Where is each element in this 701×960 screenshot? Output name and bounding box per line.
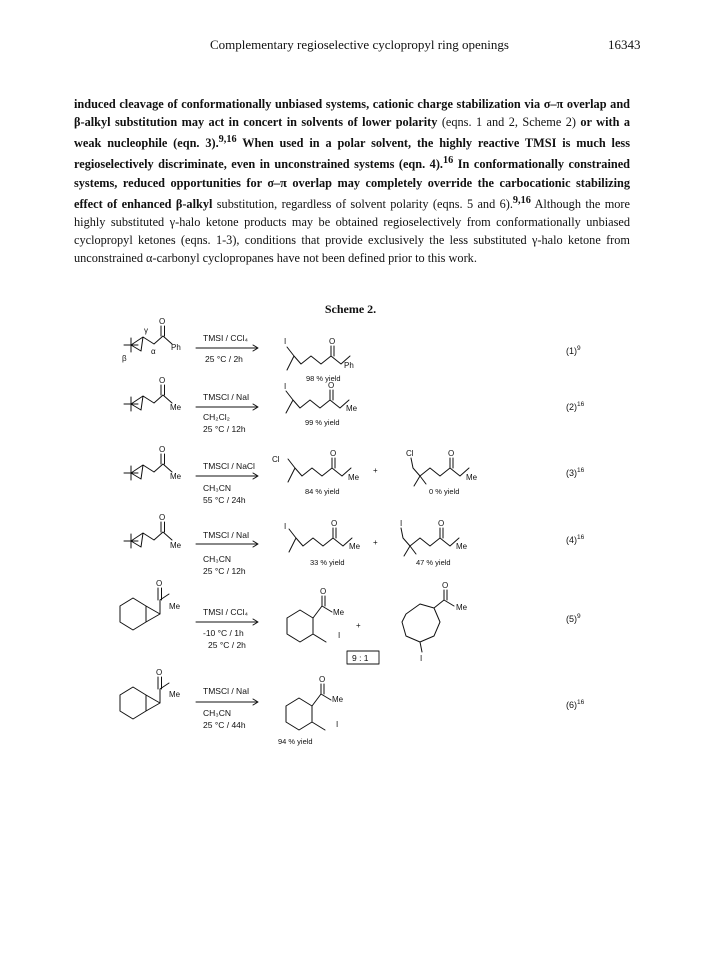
condition-5b: 25 °C / 2h <box>208 640 246 650</box>
plus-sign: + <box>373 538 378 547</box>
methyl-label: Me <box>349 542 361 551</box>
scheme-title: Scheme 2. <box>324 302 377 316</box>
condition-2b: 25 °C / 12h <box>203 424 246 434</box>
product-ratio: 9 : 1 <box>352 653 369 663</box>
alpha-label: α <box>151 347 156 356</box>
gamma-label: γ <box>144 326 148 335</box>
sentence-4: Although the more highly substituted γ-halo ketone products may be obtained regioselectively from conformationally unbiased cyclopropyl ketones (eqns. 1-3), conditions that provide exclusively the less substituted γ-halo ketone from unconstrained α-carbonyl cyclopropanes have not been defined prior to this work. <box>74 196 630 266</box>
oxygen-label: O <box>159 376 166 385</box>
product-1-skeleton <box>287 346 350 370</box>
methyl-label: Me <box>170 403 182 412</box>
sentence-3-end: substitution, regardless of solvent polarity (eqns. 5 and 6). <box>212 196 513 211</box>
oxygen-label: O <box>156 668 163 677</box>
product-6-skeleton <box>286 684 331 730</box>
condition-3a: CH₃CN <box>203 483 232 493</box>
reagent-2: TMSCl / NaI <box>203 392 250 402</box>
methyl-label: Me <box>456 542 468 551</box>
reaction-arrow-1 <box>196 345 258 351</box>
condition-6b: 25 °C / 44h <box>203 720 246 730</box>
oxygen-label: O <box>159 445 166 454</box>
product-4b-skeleton <box>401 528 459 556</box>
iodine-label: I <box>284 522 287 531</box>
oxygen-label: O <box>331 519 338 528</box>
oxygen-label: O <box>448 449 455 458</box>
oxygen-label: O <box>319 675 326 684</box>
condition-1a: 25 °C / 2h <box>205 354 243 364</box>
citation: 9,16 <box>218 134 237 146</box>
methyl-label: Me <box>348 473 360 482</box>
sentence-2: When used in a polar solvent, the highly reactive TMSI is much less regioselectively discriminate, even in unconstrained systems (eqn. 4). <box>74 136 630 172</box>
iodine-label: I <box>400 519 403 528</box>
methyl-label: Me <box>466 473 478 482</box>
beta-label: β <box>122 354 127 363</box>
condition-5a: -10 °C / 1h <box>203 628 244 638</box>
oxygen-label: O <box>159 513 166 522</box>
sentence-1: induced cleavage of conformationally unbiased systems, cationic charge stabilization via σ–π overlap and β-alkyl substitution may act in concert in solvents of lower polarity <box>74 97 630 130</box>
methyl-label: Me <box>456 603 468 612</box>
page-number: 16343 <box>608 37 641 52</box>
equation-number-3: $(3)^{16}$ <box>566 467 585 478</box>
oxygen-label: O <box>320 587 327 596</box>
iodine-label: I <box>284 337 287 346</box>
reagent-6: TMSCl / NaI <box>203 686 250 696</box>
iodine-label: I <box>284 382 287 391</box>
equation-number-6: $(6)^{16}$ <box>566 699 585 710</box>
oxygen-label: O <box>159 317 166 326</box>
condition-6a: CH₃CN <box>203 708 232 718</box>
reaction-arrow-5 <box>196 619 258 625</box>
product-3b-skeleton <box>411 458 469 486</box>
yield-4b: 47 % yield <box>416 558 451 567</box>
sentence-1-end: or with a weak nucleophile (eqn. 3). <box>74 115 630 151</box>
phenyl-label: Ph <box>171 343 181 352</box>
methyl-label: Me <box>169 690 181 699</box>
yield-2: 99 % yield <box>305 418 340 427</box>
methyl-label: Me <box>169 602 181 611</box>
reagent-4: TMSCl / NaI <box>203 530 250 540</box>
oxygen-label: O <box>156 579 163 588</box>
condition-3b: 55 °C / 24h <box>203 495 246 505</box>
scheme-2-figure <box>0 315 701 755</box>
reaction-arrow-2 <box>196 404 258 410</box>
citation: 9,16 <box>512 194 531 206</box>
reagent-5: TMSI / CCl₄ <box>203 607 249 617</box>
iodine-label: I <box>336 720 339 729</box>
methyl-label: Me <box>332 695 344 704</box>
condition-4a: CH₃CN <box>203 554 232 564</box>
reactant-4-skeleton <box>124 532 172 548</box>
reaction-arrow-6 <box>196 699 258 705</box>
condition-2a: CH₂Cl₂ <box>203 412 230 422</box>
product-4a-skeleton <box>289 528 352 552</box>
plus-sign: + <box>373 466 378 475</box>
equation-number-5: $(5)^9$ <box>566 613 581 624</box>
oxygen-label: O <box>329 337 336 346</box>
oxygen-label: O <box>438 519 445 528</box>
plus-sign: + <box>356 621 361 630</box>
oxygen-label: O <box>328 381 335 390</box>
yield-1: 98 % yield <box>306 374 341 383</box>
equation-number-1: $(1)^9$ <box>566 345 581 356</box>
reactant-3-skeleton <box>124 464 172 480</box>
reagent-1: TMSI / CCl₄ <box>203 333 249 343</box>
phenyl-label: Ph <box>344 361 354 370</box>
product-5b-skeleton <box>402 590 454 652</box>
iodine-label: I <box>420 654 423 663</box>
oxygen-label: O <box>330 449 337 458</box>
reactant-1-skeleton <box>124 336 172 352</box>
yield-6: 94 % yield <box>278 737 313 746</box>
product-3a-skeleton <box>288 458 351 482</box>
equation-number-4: $(4)^{16}$ <box>566 534 585 545</box>
product-2-skeleton <box>286 390 349 413</box>
product-5a-skeleton <box>287 596 332 642</box>
reactant-2-skeleton <box>124 395 172 411</box>
methyl-label: Me <box>346 404 358 413</box>
body-paragraph <box>74 95 630 267</box>
condition-4b: 25 °C / 12h <box>203 566 246 576</box>
yield-3b: 0 % yield <box>429 487 460 496</box>
sentence-1-eqn-ref: (eqns. 1 and 2, Scheme 2) <box>437 115 581 130</box>
reaction-arrow-4 <box>196 541 258 547</box>
equation-number-2: $(2)^{16}$ <box>566 401 585 412</box>
oxygen-label: O <box>442 581 449 590</box>
methyl-label: Me <box>333 608 345 617</box>
page-header <box>0 37 701 57</box>
methyl-label: Me <box>170 541 182 550</box>
chlorine-label: Cl <box>406 449 414 458</box>
citation: 16 <box>443 155 454 167</box>
methyl-label: Me <box>170 472 182 481</box>
reaction-arrow-3 <box>196 473 258 479</box>
yield-4a: 33 % yield <box>310 558 345 567</box>
yield-3a: 84 % yield <box>305 487 340 496</box>
iodine-label: I <box>338 631 341 640</box>
chlorine-label: Cl <box>272 455 280 464</box>
sentence-3: In conformationally constrained systems, reduced opportunities for σ–π overlap may completely override the carbocationic stabilizing effect of enhanced β-alkyl <box>74 157 631 211</box>
running-title: Complementary regioselective cyclopropyl ring openings <box>210 37 509 52</box>
reagent-3: TMSCl / NaCl <box>203 461 255 471</box>
